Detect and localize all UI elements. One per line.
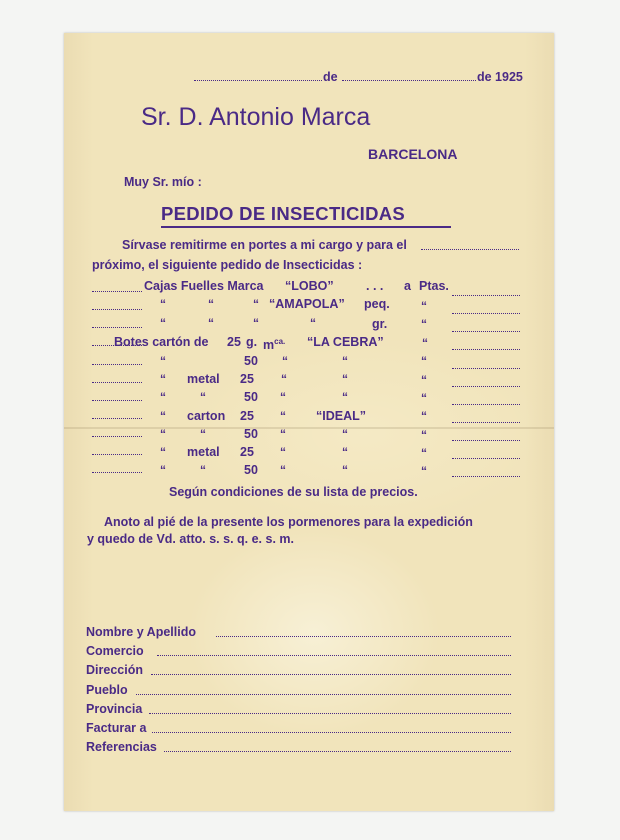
ditto-mark: “ [160,390,166,404]
ditto-mark: “ [421,317,427,331]
price-blank [452,295,520,296]
material-metal: metal [187,445,220,459]
ditto-mark: “ [281,372,287,386]
ditto-mark: “ [421,391,427,405]
closing-line-2: y quedo de Vd. atto. s. s. q. e. s. m. [87,532,294,546]
conditions: Según condiciones de su lista de precios. [169,485,418,499]
field-name-line [216,636,511,637]
ditto-mark: “ [280,409,286,423]
ditto-mark: “ [310,316,316,330]
ditto-mark: “ [421,299,427,313]
row4-brand: “LA CEBRA” [307,335,384,349]
addressee: Sr. D. Antonio Marca [141,103,371,131]
price-blank [452,349,520,350]
ditto-mark: “ [160,372,166,386]
intro-line-2: próximo, el siguiente pedido de Insecticidas : [92,258,363,272]
row1-unit: Ptas. [419,279,449,293]
ditto-mark: “ [342,354,348,368]
material-metal: metal [187,372,220,386]
ditto-mark: “ [208,316,214,330]
material-carton: carton [187,409,226,423]
price-blank [452,404,520,405]
ditto-mark: “ [160,316,166,330]
page-title: PEDIDO DE INSECTICIDAS [161,203,406,224]
title-underline [161,226,451,228]
date-day-blank [194,80,322,81]
ditto-mark: “ [160,445,166,459]
row1-label: Cajas Fuelles Marca [144,279,264,293]
size-50: 50 [244,390,258,404]
price-blank [452,331,520,332]
date-de: de [323,70,338,84]
ditto-mark: “ [342,463,348,477]
qty-blank [92,400,142,401]
qty-blank [92,418,142,419]
ditto-mark: “ [160,354,166,368]
qty-blank [92,309,142,310]
ditto-mark: “ [421,464,427,478]
field-provincia-line [149,713,511,714]
ditto-mark: “ [160,427,166,441]
row1-a: a [404,279,411,293]
ditto-mark: “ [421,373,427,387]
ditto-mark: “ [160,409,166,423]
brand-ideal: “IDEAL” [316,409,366,423]
ditto-mark: “ [280,445,286,459]
ditto-mark: “ [342,427,348,441]
ditto-mark: “ [200,463,206,477]
field-comercio-label: Comercio [86,644,144,658]
ditto-mark: “ [253,316,259,330]
field-facturar-label: Facturar a [86,721,147,735]
size-50: 50 [244,354,258,368]
field-referencias-label: Referencias [86,740,157,754]
field-direccion-line [151,674,511,675]
row4-g: g. [246,335,258,349]
date-month-blank [342,80,476,81]
field-comercio-line [157,655,511,656]
qty-blank [92,454,142,455]
price-blank [452,458,520,459]
row4-mca: $m^{ca.}$ [263,337,286,352]
field-pueblo-line [136,694,511,695]
size-25: 25 [240,372,254,386]
row4-label: Botes cartón de [114,335,209,349]
row1-filler: . . . [366,279,384,293]
date-year: de 1925 [477,70,523,84]
row4-num: 25 [227,335,241,349]
ditto-mark: “ [342,372,348,386]
row3-size: gr. [372,317,388,331]
qty-blank [92,327,142,328]
ditto-mark: “ [342,445,348,459]
ditto-mark: “ [342,390,348,404]
closing-line-1: Anoto al pié de la presente los pormenores para la expedición [104,515,473,529]
field-direccion-label: Dirección [86,663,143,677]
row2-size: peq. [364,297,390,311]
ditto-mark: “ [280,427,286,441]
qty-blank [92,364,142,365]
row2-brand: “AMAPOLA” [269,297,345,311]
intro-blank [421,249,519,250]
field-referencias-line [164,751,511,752]
price-blank [452,368,520,369]
ditto-mark: “ [421,446,427,460]
size-25: 25 [240,409,254,423]
field-provincia-label: Provincia [86,702,143,716]
ditto-mark: “ [208,297,214,311]
field-facturar-line [152,732,511,733]
price-blank [452,476,520,477]
price-blank [452,313,520,314]
order-form-sheet [64,33,554,811]
size-25: 25 [240,445,254,459]
field-pueblo-label: Pueblo [86,683,128,697]
ditto-mark: “ [200,427,206,441]
price-blank [452,386,520,387]
city: BARCELONA [368,146,458,162]
greeting: Muy Sr. mío : [124,175,202,189]
ditto-mark: “ [280,390,286,404]
ditto-mark: “ [282,354,288,368]
qty-blank [92,291,142,292]
size-50: 50 [244,463,258,477]
intro-line-1: Sírvase remitirme en portes a mi cargo y para el [122,238,407,252]
qty-blank [92,472,142,473]
ditto-mark: “ [421,409,427,423]
qty-blank [92,382,142,383]
field-name-label: Nombre y Apellido [86,625,196,639]
row1-brand: “LOBO” [285,279,334,293]
ditto-mark: “ [280,463,286,477]
ditto-mark: “ [253,297,259,311]
ditto-mark: “ [422,336,428,350]
ditto-mark: “ [160,463,166,477]
qty-blank [92,436,142,437]
ditto-mark: “ [421,428,427,442]
size-50: 50 [244,427,258,441]
ditto-mark: “ [200,390,206,404]
price-blank [452,422,520,423]
ditto-mark: “ [421,354,427,368]
ditto-mark: “ [160,297,166,311]
price-blank [452,440,520,441]
